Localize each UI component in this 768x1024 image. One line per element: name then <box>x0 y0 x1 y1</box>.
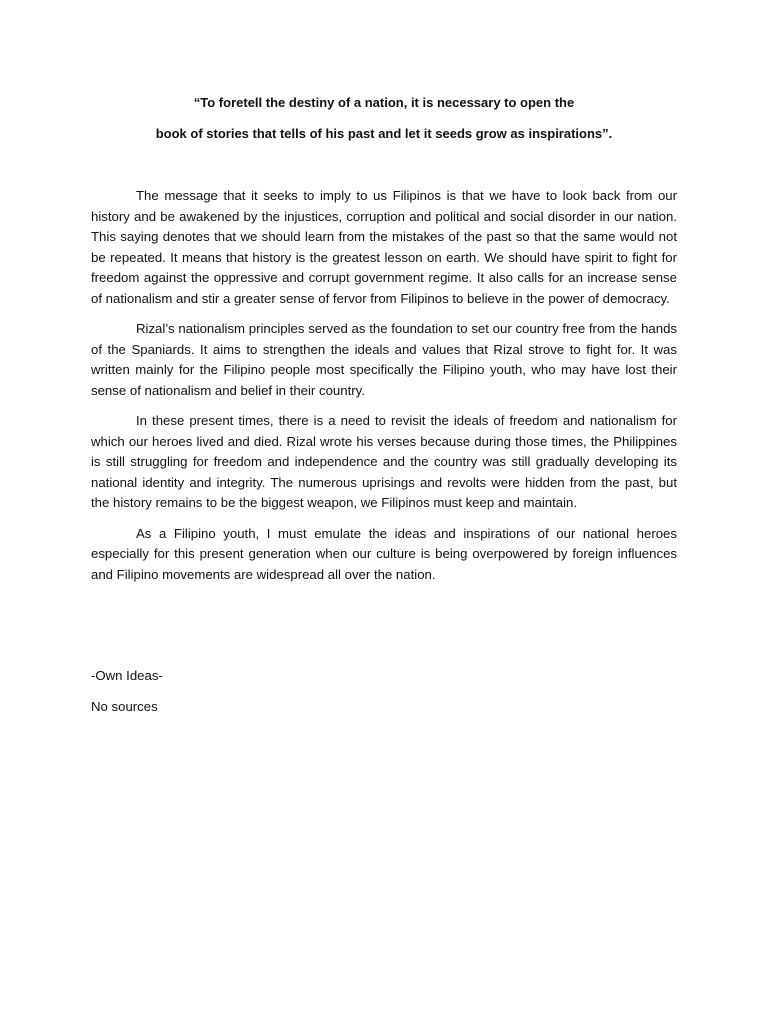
essay-body <box>91 186 677 595</box>
quote-line-1: “To foretell the destiny of a nation, it is necessary to open the <box>193 95 575 110</box>
sources-note: No sources <box>91 699 158 714</box>
quote-line-2: book of stories that tells of his past and let it seeds grow as inspirations”. <box>155 126 613 141</box>
own-ideas-note: -Own Ideas- <box>91 668 163 683</box>
paragraph-4: As a Filipino youth, I must emulate the ideas and inspirations of our national heroes especially for this present generation when our culture is being overpowered by foreign influences and Filipino movements are widespread all over the nation. <box>91 525 677 582</box>
paragraph-1: The message that it seeks to imply to us Filipinos is that we have to look back from our history and be awakened by the injustices, corruption and political and social disorder in our nation. This saying denotes that we should learn from the mistakes of the past so that the same would not be repeated. It means that history is the greatest lesson on earth. We should have spirit to fight for freedom against the oppressive and corrupt government regime. It also calls for an increase sense of nationalism and stir a greater sense of fervor from Filipinos to believe in the power of democracy. <box>91 188 677 306</box>
paragraph-2: Rizal’s nationalism principles served as the foundation to set our country free from the hands of the Spaniards. It aims to strengthen the ideals and values that Rizal strove to fight for. It was written mainly for the Filipino people most specifically the Filipino youth, who may have lost their sense of nationalism and belief in their country. <box>91 321 677 398</box>
paragraph-3: In these present times, there is a need to revisit the ideals of freedom and nationalism for which our heroes lived and died. Rizal wrote his verses because during those times, the Philippines is still struggling for freedom and independence and the country was still gradually developing its national identity and integrity. The numerous uprisings and revolts were hidden from the past, but the history remains to be the biggest weapon, we Filipinos must keep and maintain. <box>91 413 677 510</box>
